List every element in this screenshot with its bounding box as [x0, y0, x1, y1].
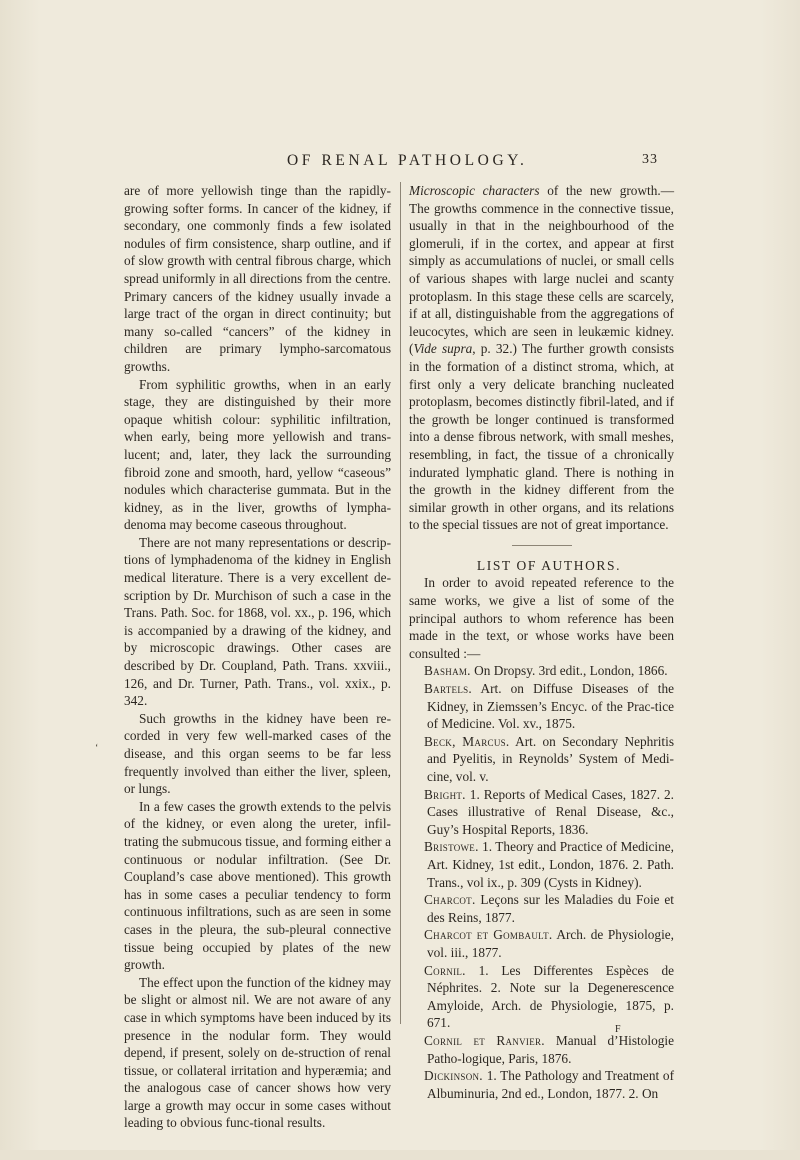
microscopic-text-continued: , p. 32.) The further growth consists in the formation of a distinct stroma, which, at first only a very delicate branching nucleated protoplasm, becomes distinctly fibril-lated, and if the growth be longer continued is transformed into a dense fibrous network, with small meshes, resembling, in fact, the tissue of a chronically indurated lymphatic gland. There is nothing in the growth in the kidney different from the similar growth in other organs, and its relations to the special tissues are not of great importance.	[409, 341, 674, 533]
microscopic-heading: Microscopic characters	[409, 183, 540, 198]
author-name: Bartels.	[424, 681, 473, 697]
author-name: Charcot.	[424, 892, 476, 908]
author-works: Art. on Secondary Nephritis and Pyelitis, in Reynolds’ System of Medi-cine, vol. v.	[427, 733, 674, 784]
author-works: 1. The Pathology and Treatment of Albuminuria, 2nd ed., London, 1877. 2. On	[427, 1068, 674, 1101]
author-name: Cornil.	[424, 962, 466, 978]
section-rule	[512, 545, 572, 546]
author-name: Charcot et Gombault.	[424, 927, 553, 943]
author-entry	[409, 891, 674, 926]
microscopic-paragraph	[409, 182, 674, 534]
author-entry	[409, 680, 674, 733]
author-entry	[409, 662, 674, 680]
author-works: 1. Theory and Practice of Medicine, Art. Kidney, 1st edit., London, 1876. 2. Path. Trans., vol ix., p. 309 (Cysts in Kidney).	[427, 839, 674, 890]
page-number: 33	[642, 152, 658, 167]
author-works: 1. Reports of Medical Cases, 1827. 2. Cases illustrative of Renal Disease, &c., Guy’s Hospital Reports, 1836.	[427, 786, 674, 837]
column-divider	[400, 182, 401, 1024]
author-name: Basham.	[424, 663, 471, 679]
paragraph: are of more yellowish tinge than the rapidly-growing softer forms. In cancer of the kidney, if secondary, one commonly finds a few isolated nodules of firm consistence, sharp outline, and if of slow growth with central fibrous charge, which spread uniformly in all directions from the centre. Primary cancers of the kidney usually invade a large tract of the organ in direct continuity; but many so-called “cancers” of the kidney in children are primary lympho-sarcomatous growths.	[124, 183, 391, 374]
author-works: 1. Les Differentes Espèces de Néphrites. 2. Note sur la Degenerescence Amyloide, Arch. de Physiologie, 1875, p. 671.	[427, 962, 674, 1031]
section-title: LIST OF AUTHORS.	[476, 557, 622, 573]
paragraph: From syphilitic growths, when in an early stage, they are distinguished by their more opaque whitish colour: syphilitic infiltration, when early, being more yellowish and trans-lucent; and, later, they lack the surrounding fibroid zone and smooth, hard, yellow “caseous” nodules which characterise gummata. But in the kidney, as in the liver, growths of lympha-denoma may become caseous throughout.	[124, 376, 391, 533]
page-bottom-edge	[0, 1150, 800, 1160]
right-column	[409, 182, 674, 1102]
author-name: Beck, Marcus.	[424, 733, 510, 749]
running-title: OF RENAL PATHOLOGY.	[287, 152, 528, 169]
author-name: Bright.	[424, 786, 466, 802]
author-entry	[409, 733, 674, 786]
author-works: Leçons sur les Maladies du Foie et des Reins, 1877.	[427, 892, 674, 925]
signature-mark: F	[615, 1024, 621, 1035]
author-name: Bristowe.	[424, 839, 479, 855]
paragraph: Such growths in the kidney have been re-corded in very few well-marked cases of the disease, and this organ seems to be far less frequently involved than either the liver, spleen, or lungs.	[124, 710, 391, 797]
author-name: Dickinson.	[424, 1068, 483, 1084]
author-works: Arch. de Physiologie, vol. iii., 1877.	[427, 927, 674, 960]
paragraph: In a few cases the growth extends to the pelvis of the kidney, or even along the ureter, infil-trating the submucous tissue, and forming either a continuous or nodular infiltration. (See Dr. Coupland’s case above mentioned). This growth has in some cases a peculiar tendency to form continuous infiltrations, such as are seen in some cases in the pleura, the sub-pleural connective tissue being occupied by plates of the new growth.	[124, 798, 391, 973]
author-entry	[409, 1032, 674, 1067]
author-works: On Dropsy. 3rd edit., London, 1866.	[470, 663, 668, 679]
running-head	[0, 152, 800, 172]
vide-supra: Vide supra	[413, 341, 473, 357]
author-entry	[409, 838, 674, 891]
author-works: Manual d’Histologie Patho-logique, Paris, 1876.	[427, 1032, 674, 1066]
authors-intro: In order to avoid repeated reference to the same works, we give a list of some of the principal authors to whom reference has been made in the text, or whose works have been consulted :—	[409, 575, 674, 661]
author-entry	[409, 926, 674, 961]
author-entry	[409, 962, 674, 1032]
paragraph: There are not many representations or descrip-tions of lymphadenoma of the kidney in English medical literature. There is a very excellent de-scription by Dr. Murchison of such a case in the Trans. Path. Soc. for 1868, vol. xx., p. 196, which is accompanied by a drawing of the kidney, and by microscopic drawings. Other cases are described by Dr. Coupland, Path. Trans. xxviii., 126, and Dr. Turner, Path. Trans., vol. xxix., p. 342.	[124, 534, 391, 709]
left-column	[124, 182, 391, 1132]
microscopic-text: of the new growth.— The growths commence in the connective tissue, usually in that in the neighbourhood of the glomeruli, if in the cortex, and appear at first simply as accumulations of nuclei, or small cells of various shapes with large nuclei and scanty protoplasm. In this stage these cells are scarcely, if at all, distinguishable from the aggregations of leucocytes, which are seen in leukæmic kidney. (	[409, 183, 675, 357]
author-entry	[409, 1067, 674, 1102]
author-entry	[409, 786, 674, 839]
author-name: Cornil et Ranvier.	[424, 1032, 545, 1048]
margin-mark: ‘	[95, 743, 99, 754]
author-works: Art. on Diffuse Diseases of the Kidney, in Ziemssen’s Encyc. of the Prac-tice of Medicine. Vol. xv., 1875.	[427, 681, 674, 732]
paragraph: The effect upon the function of the kidney may be slight or almost nil. We are not aware of any case in which symptoms have been induced by its presence in the nodular form. They would depend, if present, solely on de-struction of renal tissue, or collateral irritation and hyperæmia; and the analogous case of cancer shows how very large a growth may occur in some cases without leading to obvious func-tional results.	[124, 974, 391, 1131]
